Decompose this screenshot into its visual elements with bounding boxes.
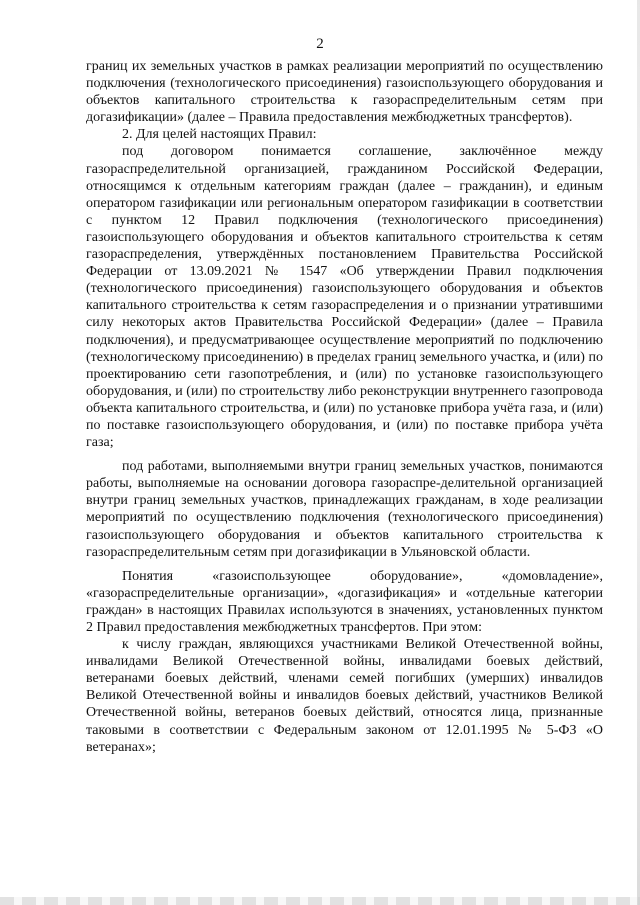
scan-bottom-edge — [0, 897, 640, 905]
paragraph-continuation: границ их земельных участков в рамках реализации мероприятий по осуществлению подключения (технологического присоединения) газоиспользующего оборудования и объектов капитального строительства к газораспределительным сетям при догазификации» (далее – Правила предоставления межбюджетных трансфертов). — [86, 59, 603, 126]
paragraph-veterans: к числу граждан, являющихся участниками Великой Отечественной войны, инвалидами Великой Отечественной войны, инвалидами боевых действий, ветеранами боевых действий, членами семей погибших (умерших) инвалидов Великой Отечественной войны и инвалидов боевых действий, участников Великой Отечественной войны, ветеранов боевых действий, относятся лица, признанные таковыми в соответствии с Федеральным законом от 12.01.1995 № 5-ФЗ «О ветеранах»; — [86, 637, 603, 755]
page-number: 2 — [316, 36, 324, 52]
document-body — [86, 58, 603, 756]
paragraph-terms: Понятия «газоиспользующее оборудование», «домовладение», «газораспределительные организации», «догазификация» и «отдельные категории граждан» в настоящих Правилах используются в значениях, установленных пунктом 2 Правил предоставления межбюджетных трансфертов. При этом: — [86, 568, 603, 635]
paragraph-section-2-heading: 2. Для целей настоящих Правил: — [122, 127, 317, 143]
paragraph-contract-definition: под договором понимается соглашение, заключённое между газораспределительной организацией, гражданином Российской Федерации, относящимся к отдельным категориям граждан (далее – гражданин), и единым оператором газификации или региональным оператором газификации в соответствии с пунктом 12 Правил подключения (технологического присоединения) газоиспользующего оборудования и объектов капитального строительства к сетям газораспределения, утверждённых постановлением Правительства Российской Федерации от 13.09.2021 № 1547 «Об утверждении Правил подключения (технологического присоединения) газоиспользующего оборудования и объектов капитального строительства к сетям газораспределения и о признании утратившими силу некоторых актов Правительства Российской Федерации» (далее – Правила подключения), и предусматривающее осуществление мероприятий по подключению (технологическому присоединению) в пределах границ земельного участка, и (или) по проектированию сети газопотребления, и (или) по установке газоиспользующего оборудования, и (или) по строительству либо реконструкции внутреннего газопровода объекта капитального строительства, и (или) по установке прибора учёта газа, и (или) по поставке газоиспользующего оборудования, и (или) по поставке прибора учёта газа; — [86, 144, 603, 451]
paragraph-works-definition: под работами, выполняемыми внутри границ земельных участков, понимаются работы, выполняемые на основании договора газораспре-делительной организацией внутри границ земельных участков, принадлежащих гражданам, в ходе реализации мероприятий по осуществлению подключения (технологического присоединения) газоиспользующего оборудования и объектов капитального строительства к газораспределительным сетям при догазификации в Ульяновской области. — [86, 459, 603, 560]
